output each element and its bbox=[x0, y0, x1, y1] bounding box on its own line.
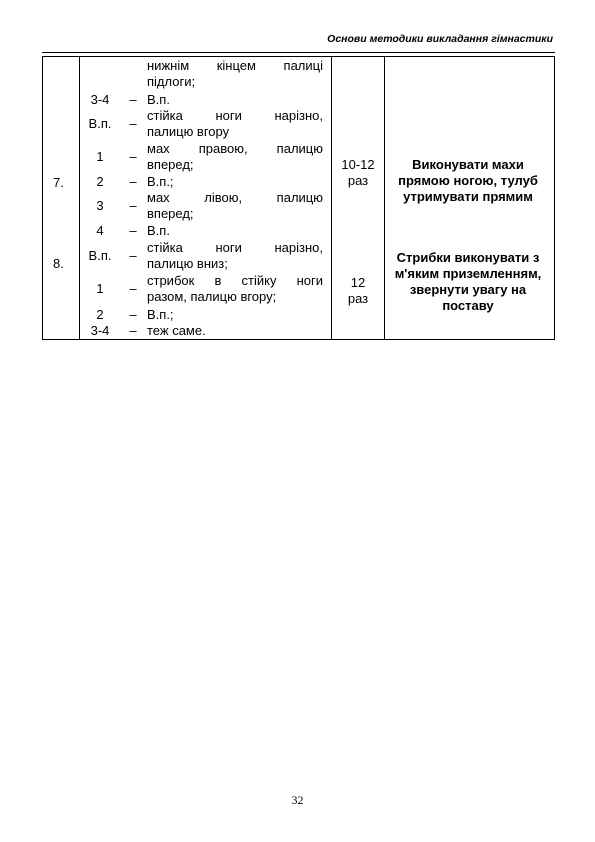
step-dash: – bbox=[129, 92, 137, 107]
step-dash: – bbox=[129, 174, 137, 189]
step-text: теж саме. bbox=[147, 323, 206, 338]
step-text: стрибок в стійку ноги bbox=[147, 273, 323, 288]
step-label: 2 bbox=[96, 174, 104, 189]
step-dash: – bbox=[129, 198, 137, 213]
step-text: мах правою, палицю bbox=[147, 141, 323, 156]
step-text: разом, палицю вгору; bbox=[147, 289, 277, 304]
step-text: В.п. bbox=[147, 223, 170, 238]
step-text: В.п. bbox=[147, 92, 170, 107]
continuation-line: підлоги; bbox=[147, 74, 196, 89]
exercise-number: 7. bbox=[53, 175, 64, 190]
step-text: стійка ноги нарізно, bbox=[147, 108, 323, 123]
exercise-table bbox=[42, 56, 555, 340]
step-dash: – bbox=[129, 223, 137, 238]
header-rule bbox=[42, 52, 555, 53]
dosage-unit: раз bbox=[347, 173, 369, 188]
dosage-value: 12 bbox=[350, 275, 366, 290]
step-label: В.п. bbox=[88, 116, 112, 131]
running-header: Основи методики викладання гімнастики bbox=[327, 33, 553, 45]
step-text: палицю вниз; bbox=[147, 256, 228, 271]
step-dash: – bbox=[129, 281, 137, 296]
step-text: мах лівою, палицю bbox=[147, 190, 323, 205]
step-label: 3-4 bbox=[90, 323, 110, 338]
step-label: 1 bbox=[96, 281, 104, 296]
page-number: 32 bbox=[291, 793, 304, 807]
step-label: 3-4 bbox=[90, 92, 110, 107]
step-dash: – bbox=[129, 248, 137, 263]
dosage-value: 10-12 bbox=[341, 157, 375, 172]
step-dash: – bbox=[129, 307, 137, 322]
dosage-unit: раз bbox=[347, 291, 369, 306]
step-dash: – bbox=[129, 149, 137, 164]
step-dash: – bbox=[129, 323, 137, 338]
continuation-line: нижнім кінцем палиці bbox=[147, 58, 323, 73]
step-text: В.п.; bbox=[147, 307, 174, 322]
step-label: 1 bbox=[96, 149, 104, 164]
column-divider-3 bbox=[384, 57, 385, 339]
step-label: 2 bbox=[96, 307, 104, 322]
step-label: 4 bbox=[96, 223, 104, 238]
step-dash: – bbox=[129, 116, 137, 131]
methodical-note: Стрибки виконувати з м'яким приземленням, звернути увагу на поставу bbox=[394, 250, 542, 313]
step-text: вперед; bbox=[147, 206, 194, 221]
step-text: стійка ноги нарізно, bbox=[147, 240, 323, 255]
step-text: палицю вгору bbox=[147, 124, 230, 139]
step-label: 3 bbox=[96, 198, 104, 213]
step-text: В.п.; bbox=[147, 174, 174, 189]
exercise-number: 8. bbox=[53, 256, 64, 271]
step-label: В.п. bbox=[88, 248, 112, 263]
methodical-note: Виконувати махи прямою ногою, тулуб утримувати прямим bbox=[398, 157, 538, 204]
step-text: вперед; bbox=[147, 157, 194, 172]
